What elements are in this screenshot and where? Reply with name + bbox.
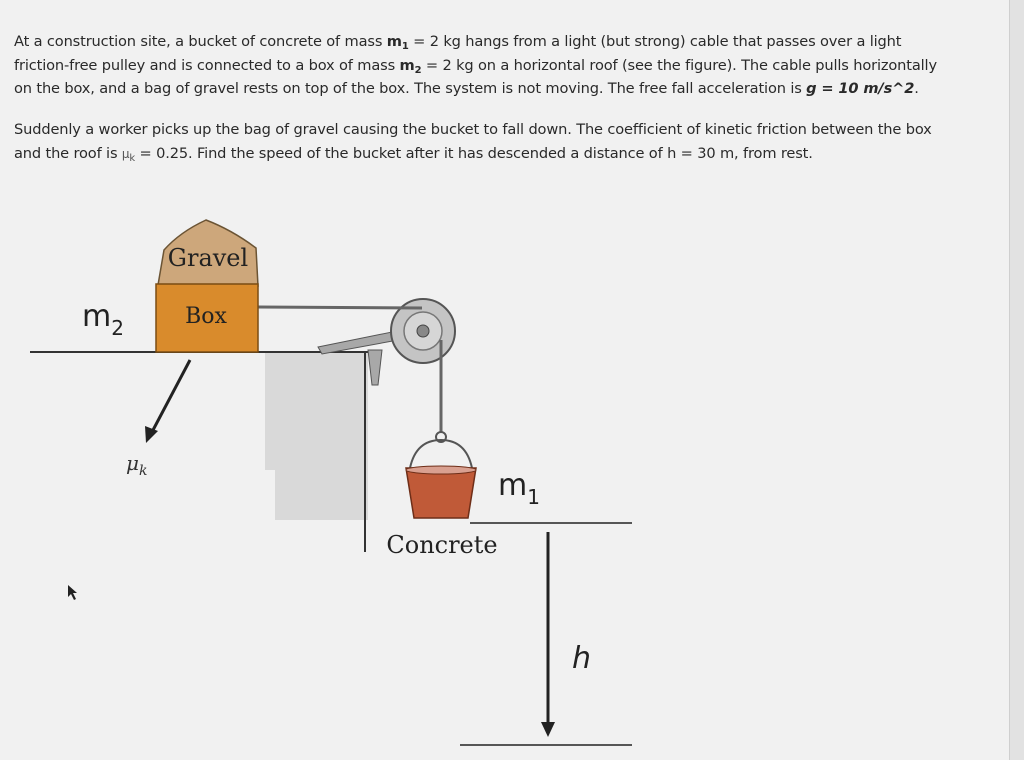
m2-label: $m_2$ — [82, 299, 124, 340]
gravity-value: g = 10 m/s^2 — [806, 80, 915, 97]
m1-symbol: $m_1$ — [386, 33, 409, 52]
bucket-rim — [406, 466, 476, 474]
mu-k-symbol: $\mu_k$ — [121, 146, 136, 164]
mouse-cursor — [68, 585, 77, 600]
text-segment: At a construction site, a bucket of concrete of mass — [14, 33, 387, 50]
pulley-axle — [417, 325, 429, 337]
text-segment: . — [914, 80, 919, 97]
bucket-m1 — [406, 468, 476, 518]
text-segment: on the box, and a bag of gravel rests on top of the box. The system is not moving. The free fall acceleration is — [14, 80, 807, 97]
m2-symbol: $m_2$ — [399, 56, 422, 76]
text-segment: and the roof is — [14, 144, 122, 162]
h-label: h — [572, 641, 592, 676]
cable-horizontal — [258, 307, 422, 308]
mu-k-label: $\mu_k$ — [126, 451, 148, 479]
pulley-bracket — [318, 332, 398, 354]
text-segment: = 2 kg hangs from a light (but strong) cable that passes over a light — [408, 33, 902, 50]
text-segment: Suddenly a worker picks up the bag of gravel causing the bucket to fall down. The coefficient of kinetic friction between the box — [14, 121, 932, 138]
roof-block — [265, 352, 368, 520]
gravel-label: Gravel — [167, 244, 249, 272]
friction-arrow-line — [152, 360, 190, 432]
h-arrow-head — [541, 722, 555, 737]
pulley-support — [368, 350, 382, 385]
bucket-handle — [410, 440, 472, 468]
text-segment: = 0.25. Find the speed of the bucket after it has descended a distance of h = 30 m, from rest. — [135, 144, 813, 162]
text-segment: = 2 kg on a horizontal roof (see the figure). The cable pulls horizontally — [421, 56, 937, 74]
concrete-label: Concrete — [386, 531, 498, 559]
m1-label: $m_1$ — [498, 468, 540, 509]
friction-arrow-head — [145, 426, 158, 443]
text-segment: friction-free pulley and is connected to a box of mass — [14, 56, 400, 74]
box-label: Box — [185, 304, 227, 329]
